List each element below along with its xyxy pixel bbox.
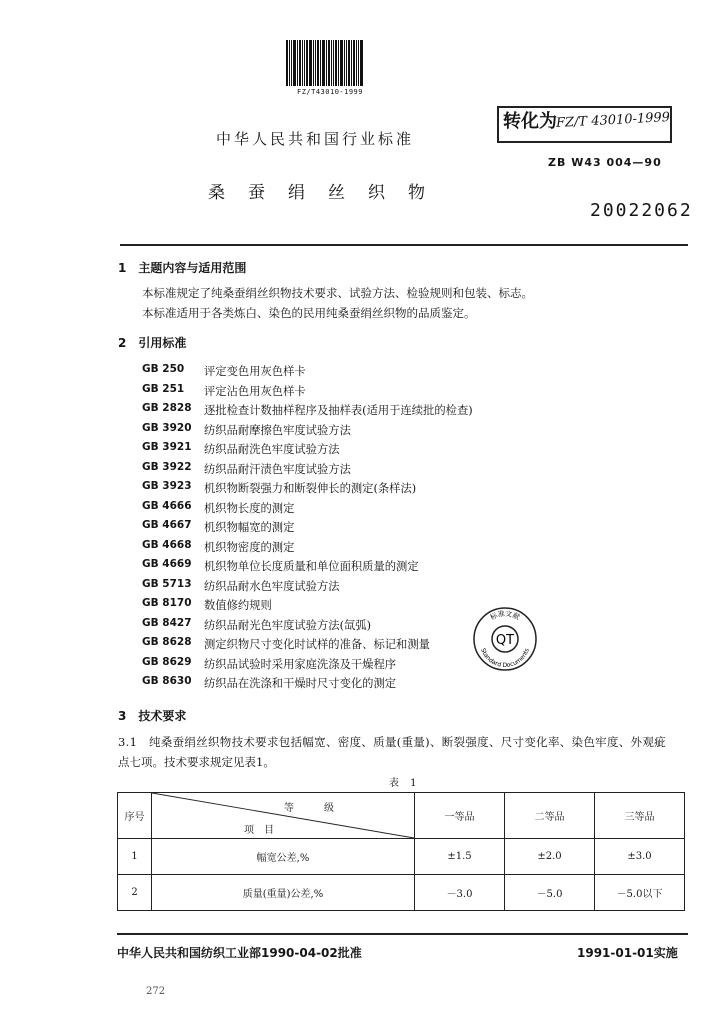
reference-title: 纺织品耐汗渍色牢度试验方法 [204,462,351,476]
standard-organization: 中华人民共和国行业标准 [216,130,415,148]
barcode-bar [348,40,350,86]
barcode-bar [320,40,321,86]
section-1-paragraph-1: 本标准规定了纯桑蚕绢丝织物技术要求、试验方法、检验规则和包装、标志。 [142,286,533,300]
barcode-bar [304,40,305,86]
reference-code: GB 8170 [142,597,192,609]
seal-bottom-text: Standard Documents [479,647,531,670]
barcode-bar [315,40,316,86]
barcode-caption: FZ/T43010-1999 [296,88,363,96]
barcode-bar [360,40,363,86]
reference-title: 评定沾色用灰色样卡 [204,384,306,398]
table-row [118,839,685,875]
barcode [286,40,366,86]
reference-title: 测定织物尺寸变化时试样的准备、标记和测量 [204,638,430,651]
barcode-bar [326,40,327,86]
barcode-bar [356,40,357,86]
header-grade-3: 三等品 [595,793,685,839]
reference-code: GB 3921 [142,441,192,453]
reference-item [142,461,473,481]
row-1-grade-1: ±1.5 [415,839,505,875]
section-1-heading: 1 主题内容与适用范围 [118,261,247,275]
page-number: 272 [146,986,166,997]
row-1-grade-3: ±3.0 [595,839,685,875]
standard-documents-seal [472,606,538,672]
reference-item [142,597,473,617]
reference-title: 逐批检查计数抽样程序及抽样表(适用于连续批的检查) [204,404,473,417]
approval-date: 中华人民共和国纺织工业部1990-04-02批准 [117,946,362,960]
reference-title: 纺织品耐摩擦色牢度试验方法 [204,423,351,437]
header-grade-1: 一等品 [415,793,505,839]
reference-item [142,578,473,598]
reference-item [142,480,473,500]
barcode-bar [351,40,352,86]
barcode-bar [344,40,345,86]
reference-list [142,363,473,695]
barcode-bar [358,40,359,86]
barcode-bar [333,40,334,86]
reference-code: GB 8427 [142,616,192,629]
reference-item [142,500,473,520]
barcode-bar [317,40,319,86]
reference-title: 数值修约规则 [204,599,272,612]
header-item: 项 目 [244,825,274,836]
footer-divider [117,933,688,935]
barcode-bar [322,40,325,86]
reference-item [142,383,473,403]
section-1-paragraph-2: 本标准适用于各类炼白、染色的民用纯桑蚕绢丝织物的品质鉴定。 [142,306,476,320]
standard-code: ZB W43 004—90 [548,156,662,169]
section-3-paragraph-line-1: 3.1 纯桑蚕绢丝织物技术要求包括幅宽、密度、质量(重量)、断裂强度、尺寸变化率、染色牢度、外观疵 [118,735,666,749]
reference-code: GB 8629 [142,655,192,668]
barcode-bar [299,40,301,86]
row-1-item: 幅宽公差,% [152,839,415,875]
header-no: 序号 [118,793,152,839]
reference-code: GB 4666 [142,499,192,512]
document-title: 桑蚕绢丝织物 [208,183,448,203]
table-row [118,875,685,911]
reference-title: 纺织品在洗涤和干燥时尺寸变化的测定 [204,677,397,690]
barcode-bar [302,40,303,86]
header-diagonal-cell [152,793,415,839]
row-2-no: 2 [118,875,152,911]
row-1-grade-2: ±2.0 [505,839,595,875]
reference-code: GB 5713 [142,577,192,590]
barcode-bar [297,40,298,86]
reference-code: GB 4667 [142,519,192,531]
reference-code: GB 4668 [142,538,192,551]
seal-center-text: QT [495,633,515,648]
barcode-bar [346,40,347,86]
reference-code: GB 8628 [142,636,192,648]
barcode-bar [335,40,337,86]
reference-item [142,675,473,695]
reference-item [142,422,473,442]
barcode-bar [286,40,288,86]
header-grade: 等 级 [284,803,334,814]
section-2-heading: 2 引用标准 [118,336,187,350]
reference-title: 纺织品试验时采用家庭洗涤及干燥程序 [204,657,397,671]
reference-title: 评定变色用灰色样卡 [204,365,306,378]
row-2-item: 质量(重量)公差,% [152,875,415,911]
barcode-bar [291,40,292,86]
reference-title: 纺织品耐光色牢度试验方法(氙弧) [204,618,371,632]
section-3-paragraph-line-2: 点七项。技术要求规定见表1。 [118,755,275,769]
reference-code: GB 3923 [142,480,192,492]
serial-number: 20022062 [590,200,693,221]
reference-item [142,558,473,578]
barcode-bar [289,40,290,86]
reference-item [142,539,473,559]
seal-top-text: 标准文献 [489,609,521,622]
table-header-row [118,793,685,839]
barcode-bar [309,40,312,86]
row-2-grade-3: －5.0以下 [595,875,685,911]
technical-requirements-table [117,792,685,911]
reference-code: GB 8630 [142,675,192,687]
barcode-bar [338,40,339,86]
reference-code: GB 3920 [142,421,192,434]
barcode-bar [328,40,330,86]
barcode-bar [353,40,355,86]
row-1-no: 1 [118,839,152,875]
reference-item [142,636,473,656]
reference-item [142,519,473,539]
diagonal-line [152,793,414,838]
reference-code: GB 3922 [142,460,192,473]
reference-code: GB 2828 [142,402,192,414]
reference-title: 机织物断裂强力和断裂伸长的测定(条样法) [204,482,417,495]
reference-item [142,441,473,461]
reference-code: GB 251 [142,382,185,395]
row-2-grade-2: －5.0 [505,875,595,911]
header-grade-2: 二等品 [505,793,595,839]
reference-item [142,656,473,676]
reference-title: 纺织品耐洗色牢度试验方法 [204,443,340,456]
reference-title: 机织物长度的测定 [204,501,295,515]
reference-title: 机织物密度的测定 [204,540,295,554]
reference-title: 纺织品耐水色牢度试验方法 [204,579,340,593]
reference-title: 机织物幅宽的测定 [204,521,295,534]
conversion-stamp-label: 转化为 [503,111,557,132]
reference-code: GB 250 [142,363,185,375]
barcode-bar [293,40,296,86]
reference-item [142,617,473,637]
conversion-stamp-handwritten: FZ/T 43010-1999 [555,110,671,131]
header-divider [120,244,688,246]
reference-item [142,363,473,383]
section-3-heading: 3 技术要求 [118,709,187,723]
barcode-bar [340,40,343,86]
row-2-grade-1: －3.0 [415,875,505,911]
barcode-bar [306,40,308,86]
reference-code: GB 4669 [142,558,192,570]
reference-item [142,402,473,422]
reference-title: 机织物单位长度质量和单位面积质量的测定 [204,560,419,573]
barcode-bar [313,40,314,86]
barcode-bar [331,40,332,86]
table-caption: 表 1 [389,778,421,789]
effective-date: 1991-01-01实施 [577,946,678,960]
